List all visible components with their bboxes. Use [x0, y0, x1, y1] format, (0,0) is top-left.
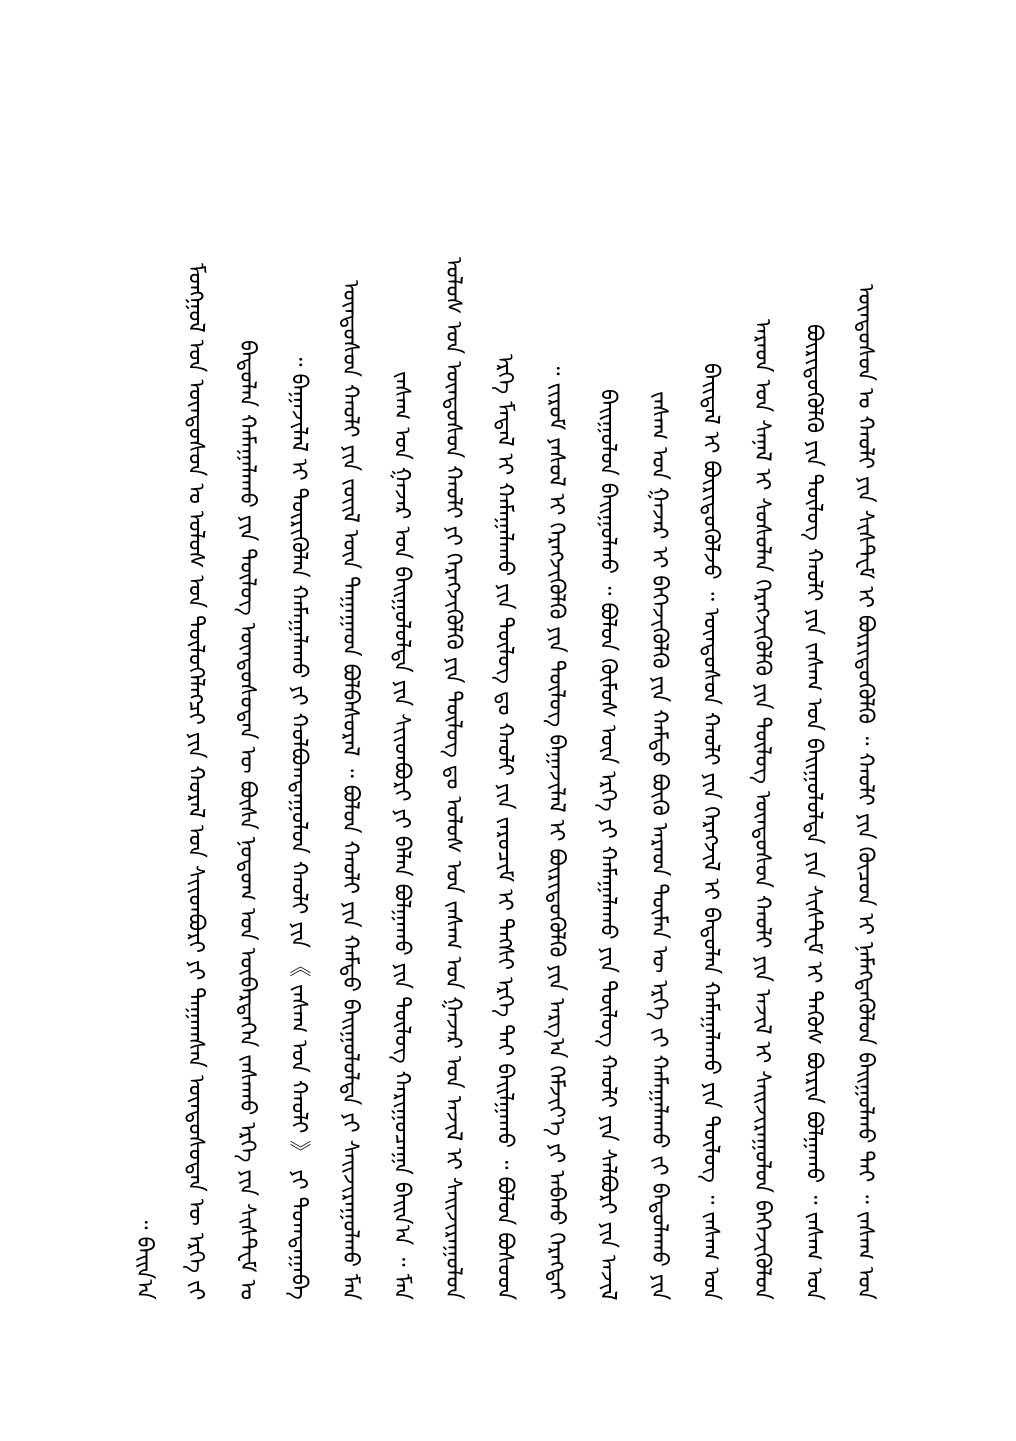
text-line: ᠪᠠᠢᠭᠤᠯᠤᠨ ᠪᠠᠢᠭᠤᠯᠬᠤ ᠃ ᠪᠤᠯᠤᠨ ᠬᠦᠮᠦᠰ ᠦᠨ ᠡᠷᠬᠡ ᠶᠢ ᠬᠠᠮᠠᠭᠠᠯᠠᠬᠤ ᠶᠢᠨ ᠲᠥᠯᠥᠭ᠌ ᠬᠠᠤᠯᠢ ᠶᠢᠨ ᠰᠠᠯᠪᠤᠷᠢ ᠶᠢᠨ ᠠᠵᠢᠯ [595, 388, 620, 1300]
text-line: ᠤᠯᠤᠰ ᠤᠨ ᠦᠨᠳᠦᠰᠦᠨ ᠬᠠᠤᠯᠢ ᠶᠢ ᠬᠡᠷᠡᠭᠵᠢᠭᠦᠯᠬᠦ ᠶᠢᠨ ᠲᠥᠯᠥᠭ᠌ ᠳᠤ ᠤᠯᠤᠰ ᠤᠨ ᠵᠠᠰᠠᠭ ᠤᠨ ᠭᠠᠵᠠᠷ ᠤᠨ ᠠᠵᠢᠯ ᠢ ᠰᠠᠢᠵᠢᠷᠠᠭᠤᠯᠤᠨ [440, 257, 466, 1300]
text-line: ᠡᠷᠬᠡ ᠮᠡᠳᠡᠯ ᠢ ᠬᠠᠮᠠᠭᠠᠯᠠᠬᠤ ᠶᠢᠨ ᠲᠥᠯᠥᠭ᠌ ᠳᠤ ᠬᠠᠤᠯᠢ ᠶᠢᠨ ᠵᠠᠷᠤᠴᠢᠮ ᠢ ᠲᠡᠭᠰᠢ ᠡᠷᠬᠡ ᠲᠠᠢ ᠪᠠᠢᠯᠭᠠᠬᠤ ᠃ ᠪᠤᠯᠤᠨ ᠪᠤᠰᠤᠳ [492, 353, 517, 1300]
text-line: ᠵᠢᠷᠤᠮ ᠶᠠᠰᠤᠯ ᠢ ᠬᠡᠷᠡᠭᠵᠢᠭᠦᠯᠬᠦ ᠶᠢᠨ ᠲᠥᠯᠥᠭ᠌ ᠪᠠᠭᠠᠵᠢᠯᠠᠯ ᠢ ᠪᠦᠷᠢᠳᠦᠭᠦᠯᠬᠦ ᠶᠢᠨ ᠠᠷᠭ᠎ᠠ ᠬᠡᠮᠵᠢᠶ᠎ᠡ ᠶᠢ ᠠᠪᠬᠤ ᠬᠡᠷᠡᠭᠲᠡᠢ ᠃ [543, 360, 569, 1300]
text-line: ᠵᠠᠰᠠᠭ ᠤᠨ ᠭᠠᠵᠠᠷ ᠤᠨ ᠪᠠᠢᠭᠤᠯᠤᠯᠲᠠ ᠶᠢᠨ ᠰᠢᠢᠳᠪᠦᠷᠢ ᠶᠢ ᠪᠡᠯᠡᠨ ᠪᠤᠯᠭᠠᠬᠤ ᠶᠢᠨ ᠲᠥᠯᠥᠭ᠌ ᠬᠠᠷᠢᠭᠤᠴᠠᠭᠠ ᠪᠠᠢᠨ᠎ᠠ ᠃ ᠮᠠᠨ [389, 370, 414, 1300]
text-line: ᠪᠠᠢᠳᠠᠯ ᠢ ᠪᠦᠷᠢᠳᠦᠭᠦᠯᠵᠦ ᠃ ᠦᠨᠳᠦᠰᠦᠨ ᠬᠠᠤᠯᠢ ᠶᠢᠨ ᠬᠡᠷᠡᠭᠵᠢᠯ ᠢ ᠪᠠᠲᠤᠯᠠᠨ ᠬᠠᠮᠠᠭᠠᠯᠠᠬᠤ ᠶᠢᠨ ᠲᠥᠯᠥᠭ᠌ ᠃ ᠵᠠᠰᠠᠭ ᠤᠨ [698, 362, 723, 1300]
text-line: ᠦᠨᠳᠦᠰᠦᠨ ᠤ ᠬᠠᠤᠯᠢ ᠶᠢᠨ ᠰᠢᠰᠲ᠋ᠧᠮ ᠢ ᠪᠦᠷᠢᠳᠦᠭᠦᠯᠬᠦ ᠃ ᠬᠠᠤᠯᠢ ᠶᠢᠨ ᠬᠦᠴᠦᠨ ᠢ ᠨᠡᠮᠡᠭᠳᠡᠭᠦᠯᠦᠨ ᠪᠠᠢᠭᠤᠯᠬᠤ ᠲᠠᠢ ᠃ ᠵᠠᠰᠠᠭ ᠤᠨ [852, 284, 878, 1300]
text-line: ᠪᠦᠷᠢᠳᠦᠭᠦᠯᠬᠦ ᠶᠢᠨ ᠲᠥᠯᠥᠭ᠌ ᠬᠠᠤᠯᠢ ᠶᠢᠨ ᠵᠠᠰᠠᠭ ᠤᠨ ᠪᠠᠢᠭᠤᠯᠤᠯᠲᠠ ᠶᠢᠨ ᠰᠢᠰᠲ᠋ᠧᠮ ᠢ ᠲᠡᠭᠦᠰ ᠪᠦᠷᠢᠨ ᠪᠤᠯᠭᠠᠬᠤ ᠃ ᠵᠠᠰᠠᠭ ᠤᠨ [801, 323, 826, 1300]
text-line: ᠪᠠᠲᠤᠯᠠᠨ ᠬᠠᠮᠠᠭᠠᠯᠠᠬᠤ ᠶᠢᠨ ᠲᠥᠯᠥᠭ᠌ ᠦᠨᠳᠦᠰᠦᠲᠡᠨ ᠦ ᠪᠥᠰᠡ ᠨᠤᠲᠤᠭ ᠤᠨ ᠥᠪᠡᠷᠲᠡᠭᠡᠨ ᠵᠠᠰᠠᠬᠤ ᠡᠷᠬᠡ ᠶᠢᠨ ᠰᠢᠰᠲ᠋ᠧᠮ ᠤ [234, 340, 260, 1300]
text-line: ᠪᠠᠭᠠᠵᠢᠯᠠᠯ ᠢ ᠲᠦᠷᠢᠭᠦᠯᠡᠨ ᠬᠠᠮᠠᠭᠠᠯᠠᠬᠤ ᠶᠢ ᠬᠤᠯᠪᠤᠭᠳᠠᠭᠤᠯᠤᠨ ᠬᠠᠤᠯᠢ ᠶᠢᠨ 《 ᠵᠠᠰᠠᠭ ᠤᠨ ᠬᠠᠤᠯᠢ 》 ᠶᠢ ᠲᠣᠭᠲᠠᠭᠠᠪᠠ ᠃ [286, 352, 311, 1300]
text-line: ᠪᠠᠢᠨ᠎ᠠ ᠃ [131, 1215, 157, 1300]
text-line: ᠦᠨᠳᠦᠰᠦᠨ ᠬᠠᠤᠯᠢ ᠶᠢᠨ ᠵᠦᠢᠯ ᠦᠨ ᠳᠠᠭᠠᠭᠠᠳ ᠪᠤᠯᠪᠠᠰᠤᠷᠠᠯ ᠃ ᠪᠤᠯᠤᠨ ᠬᠠᠤᠯᠢ ᠶᠢᠨ ᠬᠠᠮᠲᠤ ᠪᠠᠢᠭᠤᠯᠤᠯᠲᠠ ᠶᠢ ᠰᠠᠢᠵᠢᠷᠠᠭᠤᠯᠬᠤ ᠮᠠᠨ [337, 279, 363, 1300]
text-line: ᠮᠤᠩᠭᠤᠯ ᠤᠨ ᠦᠨᠳᠦᠰᠦᠨ ᠤ ᠤᠯᠤᠰ ᠤᠨ ᠲᠥᠯᠦᠭᠡᠯᠡᠭᠴᠢ ᠶᠢᠨ ᠬᠤᠷᠠᠯ ᠤᠨ ᠰᠢᠢᠳᠪᠦᠷᠢ ᠶᠢ ᠳᠠᠭᠠᠭᠰᠠᠨ ᠦᠨᠳᠦᠰᠦᠲᠡᠨ ᠦ ᠡᠷᠬᠡ ᠵᠢ [183, 262, 208, 1300]
mongolian-text-body [118, 150, 878, 1300]
text-line: ᠠᠷᠠᠳ ᠤᠨ ᠰᠠᠨᠠᠯ ᠢ ᠰᠤᠰᠤᠯᠠᠨ ᠬᠡᠷᠡᠭᠵᠢᠭᠦᠯᠬᠦ ᠶᠢᠨ ᠲᠥᠯᠥᠭ᠌ ᠦᠨᠳᠦᠰᠦᠨ ᠬᠠᠤᠯᠢ ᠶᠢᠨ ᠠᠵᠢᠯ ᠢ ᠰᠠᠢᠵᠢᠷᠠᠭᠤᠯᠤᠨ ᠪᠡᠬᠡᠵᠢᠭᠦᠯᠦᠨ [749, 319, 775, 1300]
text-line: ᠵᠠᠰᠠᠭ ᠤᠨ ᠭᠠᠵᠠᠷ ᠢ ᠪᠡᠬᠡᠵᠢᠭᠦᠯᠬᠦ ᠶᠢᠨ ᠬᠠᠮᠲᠤ ᠪᠦᠬᠦ ᠠᠷᠠᠳ ᠲᠦᠮᠡᠨ ᠦ ᠡᠷᠬᠡ ᠵᠢ ᠬᠠᠮᠠᠭᠠᠯᠠᠬᠤ ᠵᠢ ᠪᠠᠲᠤᠯᠠᠬᠤ ᠶᠢᠨ [646, 390, 672, 1300]
